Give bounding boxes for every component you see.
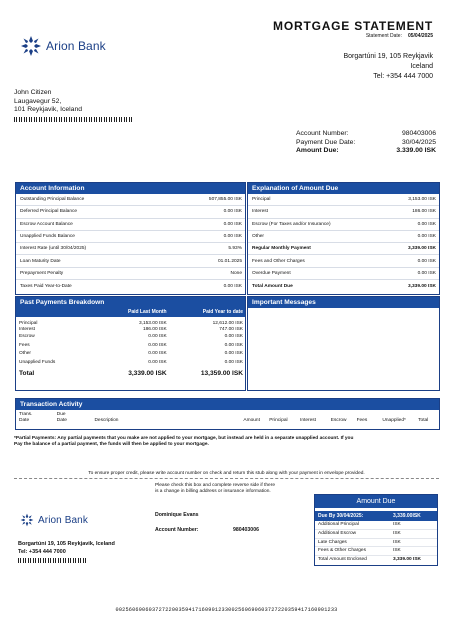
due-by-label: Due By 30/04/2025: bbox=[318, 513, 364, 519]
stub-postal-barcode bbox=[18, 558, 88, 563]
col-due-date bbox=[57, 412, 95, 423]
statement-date bbox=[366, 33, 433, 39]
col-total: Total bbox=[418, 417, 429, 423]
amount-due-row-value: 3,339.00 ISK bbox=[393, 557, 422, 563]
partial-note-line1: *Partial Payments: Any partial payments that you make are not applied to your mortgage, but instead are held in a separate unapplied account. If you bbox=[14, 436, 354, 441]
amount-due-row[interactable] bbox=[315, 530, 437, 539]
bank-address-line1: Borgartúni 19, 105 Reykjavik bbox=[343, 53, 433, 60]
important-messages-heading: Important Messages bbox=[248, 297, 439, 308]
pp-row bbox=[16, 359, 245, 368]
ai-value: 507,855.00 ISK bbox=[208, 197, 242, 203]
pp-ytd: 12,612.00 ISK bbox=[212, 321, 243, 326]
col-trans-date bbox=[19, 412, 57, 423]
ex-value: 0.00 ISK bbox=[417, 270, 436, 276]
pp-label: Principal bbox=[19, 321, 38, 326]
amount-due-box bbox=[314, 494, 438, 566]
pp-ytd: 0.00 ISK bbox=[224, 342, 243, 348]
ai-value: 0.00 ISK bbox=[223, 234, 242, 240]
amount-due-row-label: Additional Escrow bbox=[318, 530, 357, 536]
bank-name: Arion Bank bbox=[46, 39, 106, 53]
pp-month: 0.00 ISK bbox=[148, 351, 167, 357]
ai-row bbox=[16, 243, 245, 255]
transaction-activity-panel bbox=[15, 398, 440, 430]
ex-value: 0.00 ISK bbox=[417, 258, 436, 264]
amount-due-row-label: Fees & Other Charges bbox=[318, 548, 366, 554]
col-fees: Fees bbox=[356, 417, 368, 423]
col-principal: Principal bbox=[269, 417, 288, 423]
ai-row bbox=[16, 219, 245, 231]
col-paid-last-month: Paid Last Month bbox=[127, 309, 167, 315]
pp-month: 0.00 ISK bbox=[148, 342, 167, 348]
ex-label: Interest bbox=[252, 209, 268, 215]
col-description: Description bbox=[94, 417, 119, 423]
payee-name: Dominique Evans bbox=[155, 512, 199, 518]
pp-ytd: 0.00 ISK bbox=[224, 333, 243, 339]
account-information-panel bbox=[15, 182, 246, 295]
due-date: 30/04/2025 bbox=[401, 138, 436, 146]
explanation-heading: Explanation of Amount Due bbox=[248, 183, 439, 194]
ai-row bbox=[16, 280, 245, 292]
amount-due-box-heading: Amount Due bbox=[315, 495, 437, 508]
arion-star-icon bbox=[20, 513, 34, 527]
ai-row bbox=[16, 231, 245, 243]
ai-row bbox=[16, 194, 245, 206]
ocr-scan-line: 0025606906037272200359417160901233002560690603727220359417160901233 bbox=[115, 607, 338, 613]
ai-label: Interest Rate (until 30/04/2025) bbox=[20, 246, 87, 252]
partial-payment-note bbox=[14, 436, 434, 448]
payee-account-row bbox=[155, 523, 259, 538]
amount-due-row[interactable] bbox=[315, 556, 437, 565]
ai-row bbox=[16, 206, 245, 218]
col-interest: Interest bbox=[299, 417, 316, 423]
amount-due: 3.339.00 ISK bbox=[396, 147, 436, 155]
account-number: 980403006 bbox=[401, 130, 436, 137]
pp-row bbox=[16, 350, 245, 359]
bank-address bbox=[344, 52, 434, 82]
pp-row bbox=[16, 333, 245, 342]
ai-row bbox=[16, 255, 245, 267]
ex-value: 3,339.00 ISK bbox=[407, 283, 436, 289]
ai-row bbox=[16, 268, 245, 280]
tear-line bbox=[14, 478, 439, 479]
customer-address bbox=[14, 89, 134, 122]
pp-label: Other bbox=[19, 351, 31, 357]
stub-address-line1: Borgartúni 19, 105 Reykjavik, Iceland bbox=[18, 541, 115, 547]
explanation-panel bbox=[247, 182, 440, 295]
amount-due-row-value: ISK bbox=[393, 548, 401, 554]
ai-label: Loan Maturity Date bbox=[20, 258, 61, 264]
stub-bank-address bbox=[18, 541, 115, 563]
stub-instructions: To ensure proper credit, please write account number on check and return this stub along with your payment in envelope provided. bbox=[88, 471, 365, 476]
transaction-activity-heading: Transaction Activity bbox=[16, 399, 439, 410]
ai-value: 0.00 ISK bbox=[223, 283, 242, 289]
customer-city: 101 Reykjavik, Iceland bbox=[14, 106, 83, 114]
ex-row bbox=[248, 255, 439, 267]
pp-total-row bbox=[16, 368, 245, 379]
ex-row bbox=[248, 231, 439, 243]
ai-value: 0.00 ISK bbox=[223, 221, 242, 227]
col-unapplied: Unapplied* bbox=[382, 417, 406, 423]
account-summary bbox=[296, 130, 436, 156]
ex-label: Overdue Payment bbox=[252, 270, 291, 276]
amount-due-row[interactable] bbox=[315, 547, 437, 556]
ex-value: 3,339.00 ISK bbox=[407, 246, 436, 252]
pp-label: Interest bbox=[19, 326, 35, 332]
col-due: Due bbox=[56, 412, 66, 417]
col-amount: Amount bbox=[243, 417, 260, 423]
col-escrow: Escrow bbox=[330, 417, 347, 423]
pp-month: 186.00 ISK bbox=[142, 326, 167, 332]
ex-value: 186.00 ISK bbox=[412, 209, 436, 215]
bank-logo bbox=[20, 35, 106, 57]
col-paid-ytd: Paid Year to date bbox=[202, 309, 243, 315]
due-date-label: Payment Due Date: bbox=[296, 138, 356, 146]
col-trans: Trans. bbox=[19, 412, 33, 417]
payee-account-label: Account Number: bbox=[155, 527, 199, 533]
ex-row bbox=[248, 280, 439, 292]
past-payments-heading: Past Payments Breakdown bbox=[16, 297, 245, 308]
past-payments-columns bbox=[16, 308, 245, 317]
ex-row bbox=[248, 243, 439, 255]
statement-date-label: Statement Date: bbox=[365, 33, 402, 39]
amount-due-row-value: ISK bbox=[393, 530, 401, 536]
amount-due-row-label: Late Charges bbox=[318, 539, 347, 545]
ai-label: Outstanding Principal Balance bbox=[20, 197, 85, 203]
pp-ytd: 0.00 ISK bbox=[224, 360, 243, 366]
ex-row bbox=[248, 219, 439, 231]
customer-name: John Citizen bbox=[14, 89, 52, 96]
ex-label: Total Amount Due bbox=[252, 283, 293, 289]
col-trans-date-label: Date bbox=[19, 417, 30, 423]
payee-account: 980403006 bbox=[233, 527, 259, 533]
stub-bank-logo bbox=[20, 513, 88, 527]
pp-total-ytd: 13,359.00 ISK bbox=[200, 369, 243, 377]
ex-label: Regular Monthly Payment bbox=[252, 246, 311, 252]
ex-row bbox=[248, 206, 439, 218]
partial-note-line2: Pay the balance of a partial payment, the funds will then be applied to your mortgage. bbox=[14, 442, 209, 447]
arion-star-icon bbox=[20, 35, 42, 57]
ex-row bbox=[248, 268, 439, 280]
ai-label: Unapplied Funds Balance bbox=[20, 234, 75, 240]
amount-due-row[interactable] bbox=[315, 521, 437, 530]
ex-label: Escrow (For Taxes and/or Insurance) bbox=[252, 221, 331, 227]
stub-address-line2: Tel: +354 444 7000 bbox=[18, 548, 66, 555]
postal-barcode bbox=[14, 117, 134, 122]
statement-title: MORTGAGE STATEMENT bbox=[273, 19, 433, 33]
important-messages-panel bbox=[247, 296, 440, 391]
ai-value: 0.00 ISK bbox=[223, 209, 242, 215]
checkbox-note-line2: is a change in billing address or insurance information. bbox=[155, 489, 271, 494]
ex-row bbox=[248, 194, 439, 206]
ai-label: Prepayment Penalty bbox=[20, 270, 64, 276]
account-information-heading: Account Information bbox=[16, 183, 245, 194]
pp-row bbox=[16, 342, 245, 351]
stub-bank-name: Arion Bank bbox=[38, 514, 88, 526]
transaction-columns bbox=[16, 410, 439, 425]
pp-month: 0.00 ISK bbox=[148, 333, 167, 339]
amount-due-row-label: Total Amount Enclosed bbox=[318, 557, 367, 563]
ex-label: Principal bbox=[252, 197, 271, 203]
amount-due-row-value: ISK bbox=[393, 539, 401, 545]
bank-address-line2: Iceland bbox=[410, 63, 433, 70]
due-by-value: 3,339.00ISK bbox=[393, 513, 421, 519]
ex-value: 3,153.00 ISK bbox=[408, 197, 436, 203]
customer-street: Laugavegur 52, bbox=[14, 97, 62, 105]
pp-label: Fees bbox=[19, 342, 30, 348]
amount-due-row[interactable] bbox=[315, 539, 437, 548]
pp-month: 3,153.00 ISK bbox=[138, 321, 167, 326]
due-by-row bbox=[315, 511, 437, 521]
pp-total-label: Total bbox=[19, 369, 35, 377]
ai-value: 01.01.2025 bbox=[217, 258, 242, 264]
amount-due-row-value: ISK bbox=[393, 522, 401, 527]
ex-value: 0.00 ISK bbox=[417, 221, 436, 227]
ai-value: None bbox=[230, 270, 242, 276]
pp-month: 0.00 ISK bbox=[148, 360, 167, 366]
checkbox-note-line1: Please check this box and complete reverse side if there bbox=[155, 483, 275, 488]
past-payments-panel bbox=[15, 296, 246, 391]
amount-due-label: Amount Due: bbox=[296, 147, 339, 155]
bank-phone: Tel: +354 444 7000 bbox=[373, 73, 433, 80]
col-due-date-label: Date bbox=[56, 417, 67, 423]
pp-total-month: 3,339.00 ISK bbox=[128, 369, 167, 377]
pp-label: Unapplied Funds bbox=[19, 360, 56, 366]
ai-label: Deferred Principal Balance bbox=[20, 209, 78, 215]
ex-label: Other bbox=[252, 234, 264, 240]
address-change-note bbox=[155, 483, 275, 495]
pp-label: Escrow bbox=[19, 333, 35, 339]
pp-ytd: 747.00 ISK bbox=[219, 326, 243, 332]
pp-ytd: 0.00 ISK bbox=[224, 351, 243, 357]
ai-label: Taxes Paid Year-to-Date bbox=[20, 283, 72, 289]
ex-label: Fees and Other Charges bbox=[252, 258, 305, 264]
ai-value: 5.93% bbox=[228, 246, 242, 252]
ex-value: 0.00 ISK bbox=[417, 234, 436, 240]
stub-payee bbox=[155, 508, 259, 538]
account-number-label: Account Number: bbox=[296, 130, 349, 137]
statement-date-value: 05/04/2025 bbox=[407, 33, 433, 39]
amount-due-row-label: Additional Principal bbox=[318, 522, 359, 527]
ai-label: Escrow Account Balance bbox=[20, 221, 73, 227]
